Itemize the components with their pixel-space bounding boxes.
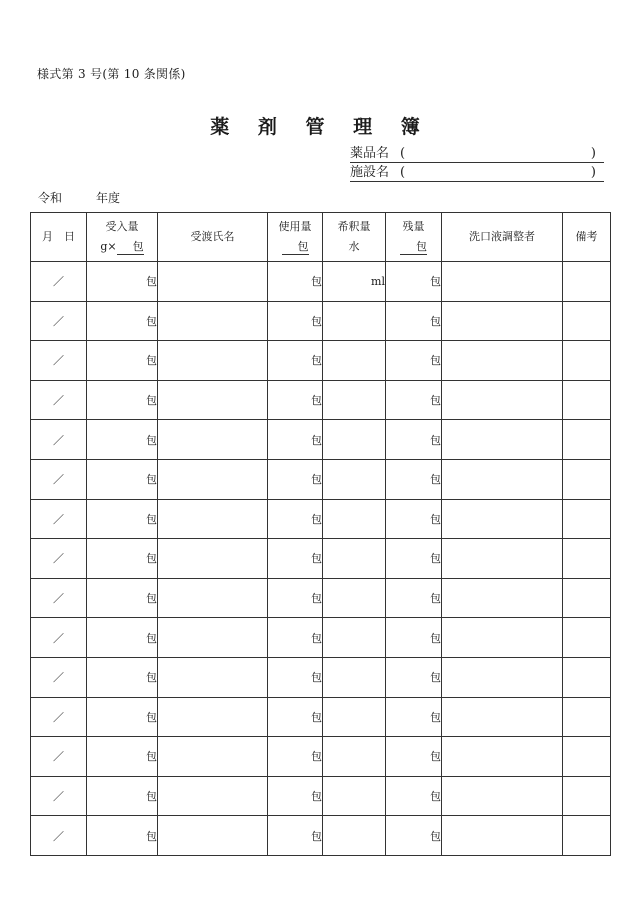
receiver-cell[interactable] [158, 539, 268, 579]
facility-name-paren-close: ) [590, 165, 596, 180]
received-cell[interactable]: 包 [87, 341, 158, 381]
used-cell[interactable]: 包 [268, 499, 323, 539]
received-cell[interactable]: 包 [87, 657, 158, 697]
date-cell: ／ [31, 816, 87, 856]
received-cell[interactable]: 包 [87, 776, 158, 816]
receiver-cell[interactable] [158, 776, 268, 816]
date-cell: ／ [31, 262, 87, 302]
drug-name-label: 薬品名 [350, 146, 390, 161]
header-receiver: 受渡氏名 [158, 213, 268, 262]
dilution-cell[interactable] [323, 737, 386, 777]
preparer-cell[interactable] [442, 816, 563, 856]
received-cell[interactable]: 包 [87, 737, 158, 777]
date-cell: ／ [31, 618, 87, 658]
received-cell[interactable]: 包 [87, 697, 158, 737]
used-cell[interactable]: 包 [268, 816, 323, 856]
title-char: 理 [353, 116, 373, 138]
received-cell[interactable]: 包 [87, 539, 158, 579]
received-cell[interactable]: 包 [87, 578, 158, 618]
notes-cell[interactable] [563, 697, 611, 737]
title-char: 剤 [257, 116, 277, 138]
dilution-cell[interactable] [323, 816, 386, 856]
preparer-cell[interactable] [442, 578, 563, 618]
received-cell[interactable]: 包 [87, 380, 158, 420]
date-cell: ／ [31, 341, 87, 381]
notes-cell[interactable] [563, 737, 611, 777]
received-cell[interactable]: 包 [87, 499, 158, 539]
table-row [31, 420, 611, 460]
receiver-cell[interactable] [158, 816, 268, 856]
ledger-body [31, 262, 611, 856]
header-received [87, 213, 158, 262]
dilution-cell[interactable] [323, 776, 386, 816]
date-cell: ／ [31, 499, 87, 539]
header-received-unit: 包 [117, 239, 144, 255]
receiver-cell[interactable] [158, 301, 268, 341]
era-label: 令和 [38, 191, 63, 205]
header-remaining [386, 213, 442, 262]
date-cell: ／ [31, 539, 87, 579]
drug-name-paren-close: ) [590, 146, 596, 161]
header-dilution [323, 213, 386, 262]
receiver-cell[interactable] [158, 262, 268, 302]
header-used-title: 使用量 [278, 220, 312, 233]
header-remaining-unit: 包 [400, 239, 427, 255]
remaining-cell[interactable]: 包 [386, 816, 442, 856]
used-cell[interactable]: 包 [268, 262, 323, 302]
dilution-cell[interactable] [323, 459, 386, 499]
notes-cell[interactable] [563, 816, 611, 856]
header-used-unit-line [268, 237, 322, 257]
table-row [31, 816, 611, 856]
notes-cell[interactable] [563, 301, 611, 341]
remaining-cell[interactable]: 包 [386, 301, 442, 341]
table-row [31, 301, 611, 341]
remaining-cell[interactable]: 包 [386, 341, 442, 381]
preparer-cell[interactable] [442, 737, 563, 777]
used-cell[interactable]: 包 [268, 380, 323, 420]
receiver-cell[interactable] [158, 420, 268, 460]
table-row [31, 262, 611, 302]
drug-ledger-table [30, 212, 611, 856]
received-cell[interactable]: 包 [87, 816, 158, 856]
dilution-cell[interactable] [323, 380, 386, 420]
dilution-cell[interactable] [323, 341, 386, 381]
receiver-cell[interactable] [158, 499, 268, 539]
notes-cell[interactable] [563, 578, 611, 618]
date-cell: ／ [31, 578, 87, 618]
date-cell: ／ [31, 420, 87, 460]
receiver-cell[interactable] [158, 341, 268, 381]
fiscal-year-label: 年度 [96, 191, 121, 205]
receiver-cell[interactable] [158, 380, 268, 420]
notes-cell[interactable] [563, 420, 611, 460]
dilution-cell[interactable] [323, 499, 386, 539]
dilution-cell[interactable]: ml [323, 262, 386, 302]
date-cell: ／ [31, 697, 87, 737]
header-received-title: 受入量 [105, 220, 139, 233]
date-cell: ／ [31, 301, 87, 341]
used-cell[interactable]: 包 [268, 657, 323, 697]
received-cell[interactable]: 包 [87, 262, 158, 302]
remaining-cell[interactable]: 包 [386, 697, 442, 737]
table-row [31, 737, 611, 777]
dilution-cell[interactable] [323, 301, 386, 341]
dilution-cell[interactable] [323, 539, 386, 579]
receiver-cell[interactable] [158, 618, 268, 658]
dilution-cell[interactable] [323, 578, 386, 618]
notes-cell[interactable] [563, 499, 611, 539]
preparer-cell[interactable] [442, 657, 563, 697]
header-dilution-title: 希釈量 [337, 220, 371, 233]
header-row [31, 213, 611, 262]
facility-name-label: 施設名 [350, 165, 390, 180]
received-cell[interactable]: 包 [87, 459, 158, 499]
preparer-cell[interactable] [442, 301, 563, 341]
preparer-cell[interactable] [442, 341, 563, 381]
used-cell[interactable]: 包 [268, 341, 323, 381]
preparer-cell[interactable] [442, 618, 563, 658]
remaining-cell[interactable]: 包 [386, 578, 442, 618]
receiver-cell[interactable] [158, 737, 268, 777]
table-row [31, 657, 611, 697]
header-received-unit-line [87, 237, 157, 257]
used-cell[interactable]: 包 [268, 459, 323, 499]
table-row [31, 776, 611, 816]
used-cell[interactable]: 包 [268, 697, 323, 737]
title-char: 簿 [400, 116, 420, 138]
used-cell[interactable]: 包 [268, 776, 323, 816]
used-cell[interactable]: 包 [268, 578, 323, 618]
page-title [0, 112, 630, 139]
table-row [31, 539, 611, 579]
remaining-cell[interactable]: 包 [386, 499, 442, 539]
dilution-cell[interactable] [323, 697, 386, 737]
preparer-cell[interactable] [442, 776, 563, 816]
table-row [31, 380, 611, 420]
remaining-cell[interactable]: 包 [386, 776, 442, 816]
received-cell[interactable]: 包 [87, 420, 158, 460]
used-cell[interactable]: 包 [268, 618, 323, 658]
facility-name-field[interactable] [350, 164, 604, 182]
received-cell[interactable]: 包 [87, 301, 158, 341]
used-cell[interactable]: 包 [268, 420, 323, 460]
remaining-cell[interactable]: 包 [386, 618, 442, 658]
notes-cell[interactable] [563, 539, 611, 579]
header-preparer: 洗口液調整者 [442, 213, 563, 262]
notes-cell[interactable] [563, 657, 611, 697]
header-remaining-title: 残量 [402, 220, 425, 233]
title-char: 薬 [210, 116, 230, 138]
used-cell[interactable]: 包 [268, 539, 323, 579]
header-received-prefix: g× [100, 240, 117, 253]
notes-cell[interactable] [563, 618, 611, 658]
table-row [31, 499, 611, 539]
table-row [31, 578, 611, 618]
receiver-cell[interactable] [158, 697, 268, 737]
table-row [31, 341, 611, 381]
table-row [31, 459, 611, 499]
dilution-cell[interactable] [323, 420, 386, 460]
preparer-cell[interactable] [442, 420, 563, 460]
header-dilution-water: 水 [348, 240, 360, 253]
facility-name-paren-open: ( [400, 165, 406, 180]
date-cell: ／ [31, 380, 87, 420]
preparer-cell[interactable] [442, 459, 563, 499]
preparer-cell[interactable] [442, 539, 563, 579]
header-date: 月 日 [31, 213, 87, 262]
notes-cell[interactable] [563, 380, 611, 420]
date-cell: ／ [31, 776, 87, 816]
remaining-cell[interactable]: 包 [386, 420, 442, 460]
used-cell[interactable]: 包 [268, 301, 323, 341]
table-row [31, 697, 611, 737]
table-row [31, 618, 611, 658]
notes-cell[interactable] [563, 776, 611, 816]
preparer-cell[interactable] [442, 380, 563, 420]
dilution-cell[interactable] [323, 618, 386, 658]
date-cell: ／ [31, 459, 87, 499]
remaining-cell[interactable]: 包 [386, 262, 442, 302]
receiver-cell[interactable] [158, 459, 268, 499]
remaining-cell[interactable]: 包 [386, 380, 442, 420]
received-cell[interactable]: 包 [87, 618, 158, 658]
remaining-cell[interactable]: 包 [386, 657, 442, 697]
preparer-cell[interactable] [442, 262, 563, 302]
preparer-cell[interactable] [442, 697, 563, 737]
form-number: 様式第 3 号(第 10 条関係) [37, 67, 186, 81]
date-cell: ／ [31, 657, 87, 697]
receiver-cell[interactable] [158, 657, 268, 697]
title-char: 管 [305, 116, 325, 138]
drug-name-field[interactable] [350, 145, 604, 163]
remaining-cell[interactable]: 包 [386, 737, 442, 777]
dilution-cell[interactable] [323, 657, 386, 697]
header-used-unit: 包 [282, 239, 309, 255]
notes-cell[interactable] [563, 262, 611, 302]
notes-cell[interactable] [563, 341, 611, 381]
receiver-cell[interactable] [158, 578, 268, 618]
drug-name-paren-open: ( [400, 146, 406, 161]
remaining-cell[interactable]: 包 [386, 539, 442, 579]
header-used [268, 213, 323, 262]
remaining-cell[interactable]: 包 [386, 459, 442, 499]
date-cell: ／ [31, 737, 87, 777]
header-notes: 備考 [563, 213, 611, 262]
notes-cell[interactable] [563, 459, 611, 499]
used-cell[interactable]: 包 [268, 737, 323, 777]
header-remaining-unit-line [386, 237, 441, 257]
preparer-cell[interactable] [442, 499, 563, 539]
